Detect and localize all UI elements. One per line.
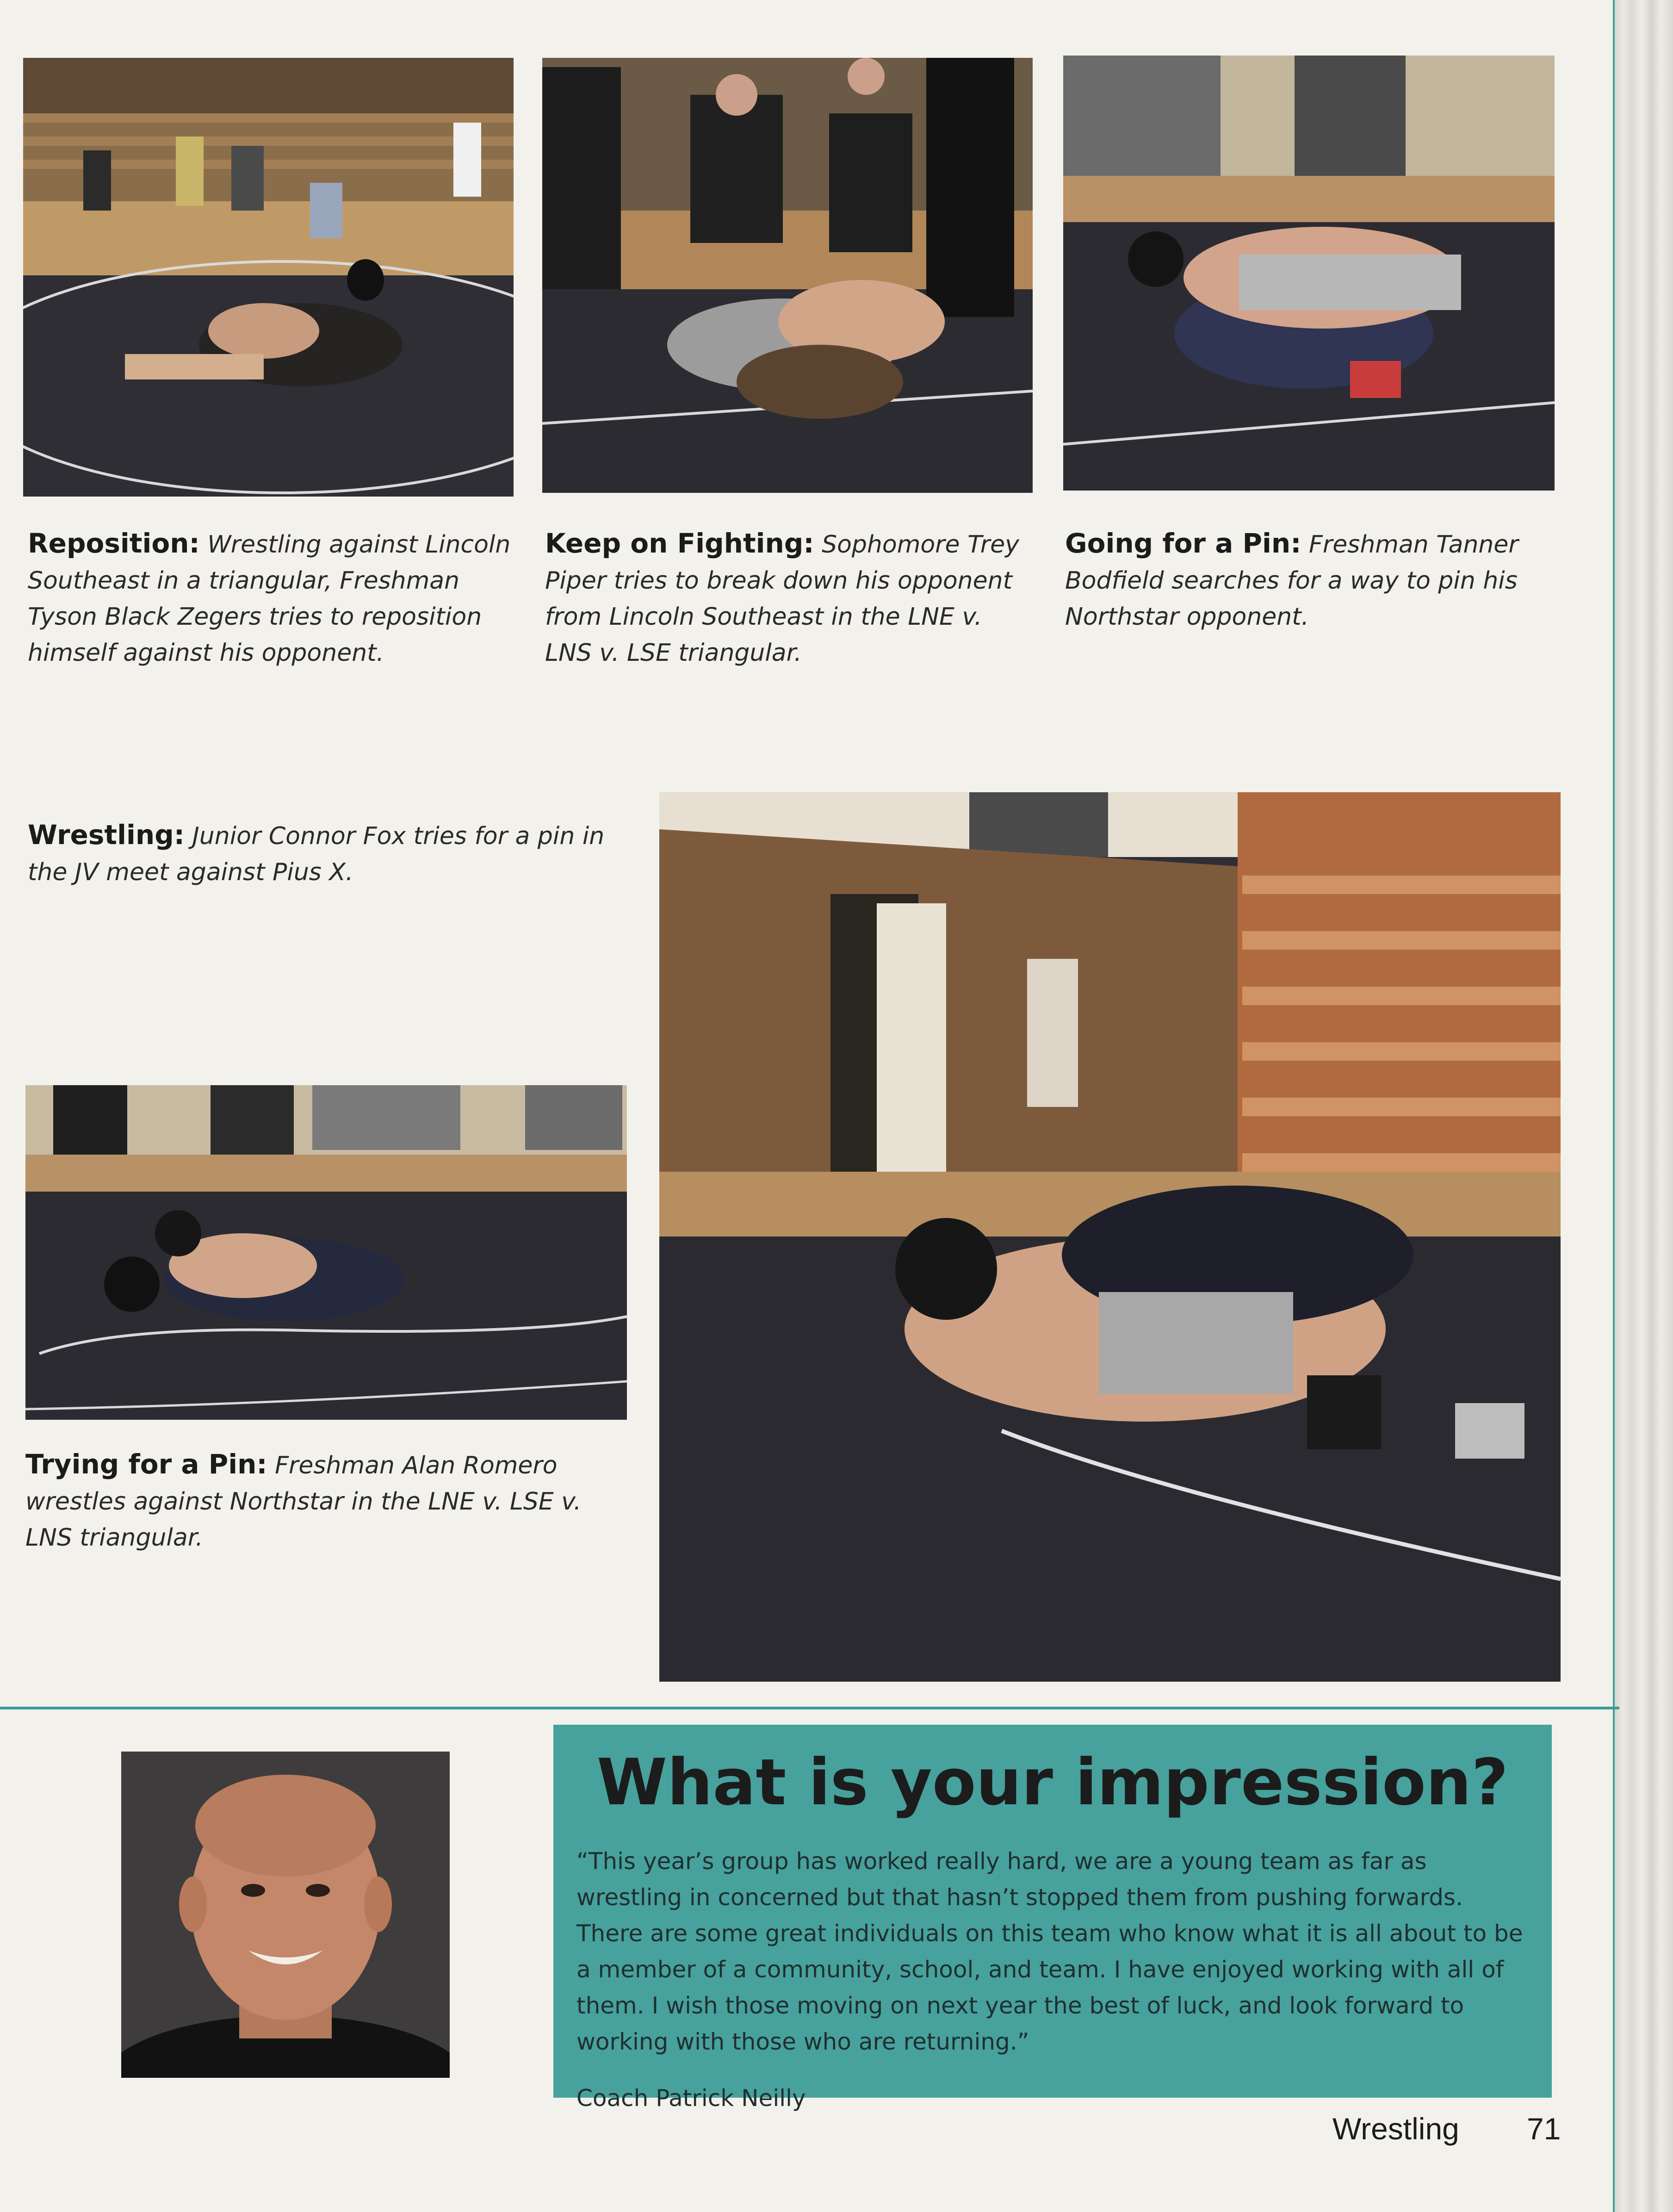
photo-wrestling-large bbox=[659, 792, 1561, 1682]
section-divider bbox=[0, 1707, 1619, 1709]
photo-keep-fighting bbox=[542, 58, 1033, 493]
caption-text: Freshman Tanner Bodfield searches for a way to pin his Northstar opponent. bbox=[1065, 531, 1518, 631]
caption-lead: Wrestling: bbox=[28, 819, 185, 851]
caption-reposition bbox=[28, 525, 514, 671]
quote-attribution: Coach Patrick Neilly bbox=[576, 2085, 806, 2112]
caption-text: Sophomore Trey Piper tries to break down his opponent from Lincoln Southeast in the LNE v. LNS v. LSE triangular. bbox=[545, 531, 1019, 667]
caption-text: Wrestling against Lincoln Southeast in a triangular, Freshman Tyson Black Zegers tries to reposition himself against his opponent. bbox=[28, 531, 511, 667]
quote-text: “This year’s group has worked really hard, we are a young team as far as wrestling in concerned but that hasn’t stopped them from pushing forwards. There are some great individuals on this team who know what it is all about to be a member of a community, school, and team. I have enjoyed working with all of them. I wish those moving on next year the best of luck, and look forward to working with those who are returning.” bbox=[576, 1848, 1523, 2055]
coach-portrait bbox=[121, 1752, 450, 2078]
caption-lead: Reposition: bbox=[28, 528, 200, 559]
quote-title: What is your impression? bbox=[596, 1745, 1509, 1820]
caption-text: Freshman Alan Romero wrestles against Northstar in the LNE v. LSE v. LNS triangular. bbox=[25, 1452, 582, 1552]
caption-going-pin bbox=[1065, 525, 1555, 635]
caption-lead: Keep on Fighting: bbox=[545, 528, 814, 559]
caption-lead: Going for a Pin: bbox=[1065, 528, 1301, 559]
page-edge-line bbox=[1613, 0, 1615, 2212]
caption-trying-pin bbox=[25, 1446, 627, 1556]
caption-lead: Trying for a Pin: bbox=[25, 1448, 267, 1480]
photo-trying-pin bbox=[25, 1085, 627, 1420]
photo-going-pin bbox=[1063, 56, 1555, 491]
page-edge bbox=[1615, 0, 1673, 2212]
caption-keep-fighting bbox=[545, 525, 1031, 671]
photo-reposition bbox=[23, 58, 514, 497]
footer-page-number: 71 bbox=[1527, 2112, 1561, 2146]
footer-section-name: Wrestling bbox=[1332, 2112, 1459, 2146]
caption-wrestling bbox=[28, 817, 629, 890]
caption-text: Junior Connor Fox tries for a pin in the JV meet against Pius X. bbox=[28, 822, 605, 886]
impression-quote-box bbox=[553, 1725, 1552, 2112]
